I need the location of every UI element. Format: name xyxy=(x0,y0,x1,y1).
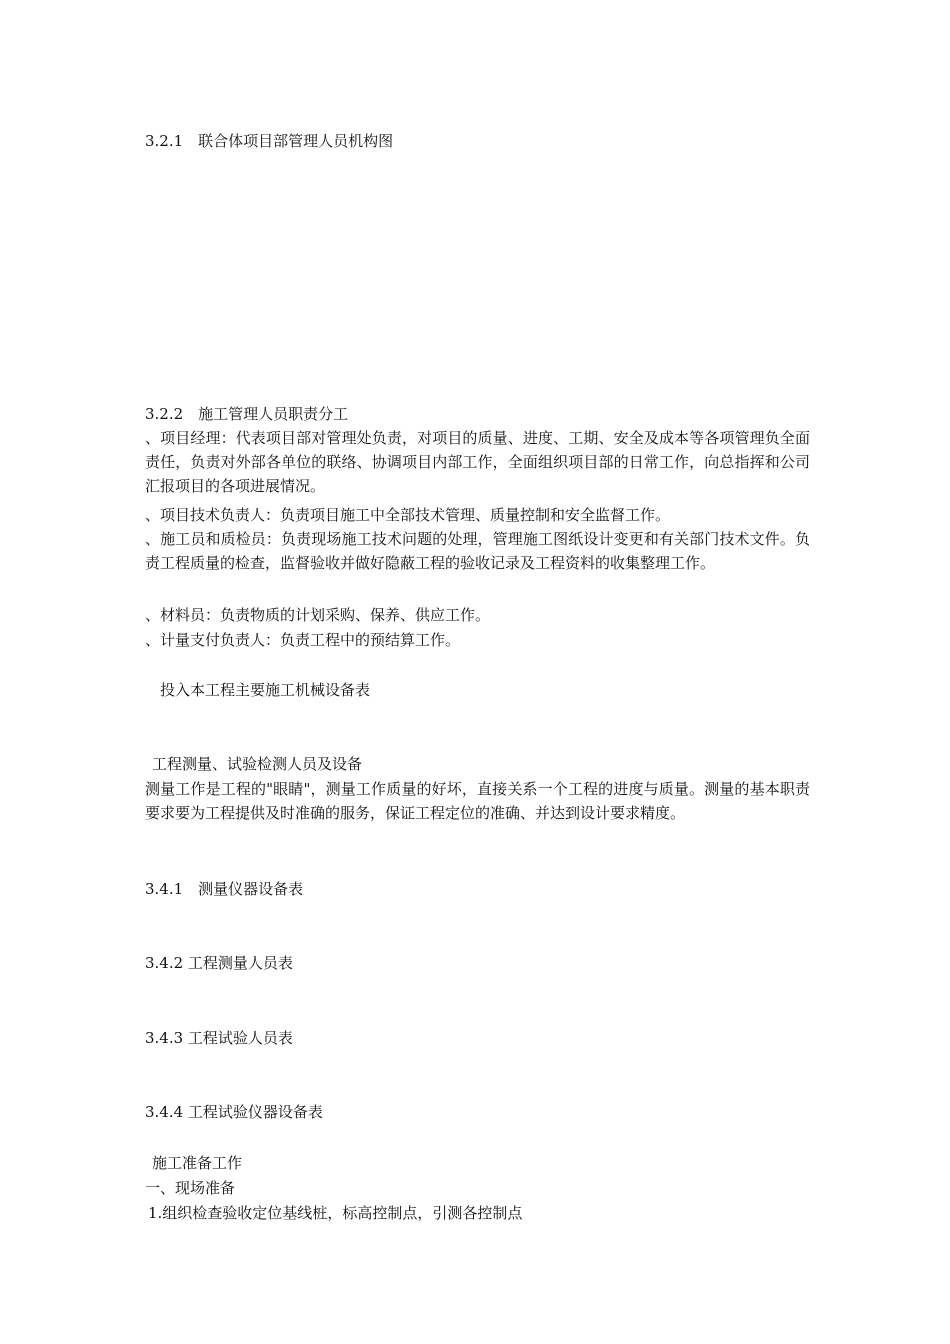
duty-payment: 、计量支付负责人：负责工程中的预结算工作。 xyxy=(145,631,461,649)
duty-materials: 、材料员：负责物质的计划采购、保养、供应工作。 xyxy=(145,606,491,624)
survey-paragraph: 测量工作是工程的"眼睛"，测量工作质量的好坏，直接关系一个工程的进度与质量。测量的基本职责要求要为工程提供及时准确的服务，保证工程定位的准确、并达到设计要求精度。 xyxy=(145,780,810,822)
machinery-table-heading: 投入本工程主要施工机械设备表 xyxy=(160,681,371,699)
site-prep-item-1: 1.组织检查验收定位基线桩，标高控制点，引测各控制点 xyxy=(148,1204,523,1222)
heading-3-4-4: 3.4.4 工程试验仪器设备表 xyxy=(145,1103,323,1121)
duty-project-manager: 、项目经理：代表项目部对管理处负责，对项目的质量、进度、工期、安全及成本等各项管理负全面责任，负责对外部各单位的联络、协调项目内部工作，全面组织项目部的日常工作，向总指挥和公司汇报项目的各项进展情况。 xyxy=(145,429,810,495)
prep-section-heading: 施工准备工作 xyxy=(152,1154,243,1172)
duty-technical-lead: 、项目技术负责人：负责项目施工中全部技术管理、质量控制和安全监督工作。 xyxy=(145,506,671,524)
heading-3-4-3: 3.4.3 工程试验人员表 xyxy=(145,1029,293,1047)
site-prep-heading: 一、现场准备 xyxy=(145,1179,236,1197)
heading-3-4-1: 3.4.1 测量仪器设备表 xyxy=(145,880,304,898)
duty-construction-qc: 、施工员和质检员：负责现场施工技术问题的处理，管理施工图纸设计变更和有关部门技术文件。负责工程质量的检查，监督验收并做好隐蔽工程的验收记录及工程资料的收集整理工作。 xyxy=(145,530,810,572)
heading-3-2-1: 3.2.1 联合体项目部管理人员机构图 xyxy=(145,132,394,150)
survey-section-heading: 工程测量、试验检测人员及设备 xyxy=(152,755,363,773)
heading-3-2-2: 3.2.2 施工管理人员职责分工 xyxy=(145,405,349,423)
heading-3-4-2: 3.4.2 工程测量人员表 xyxy=(145,954,293,972)
